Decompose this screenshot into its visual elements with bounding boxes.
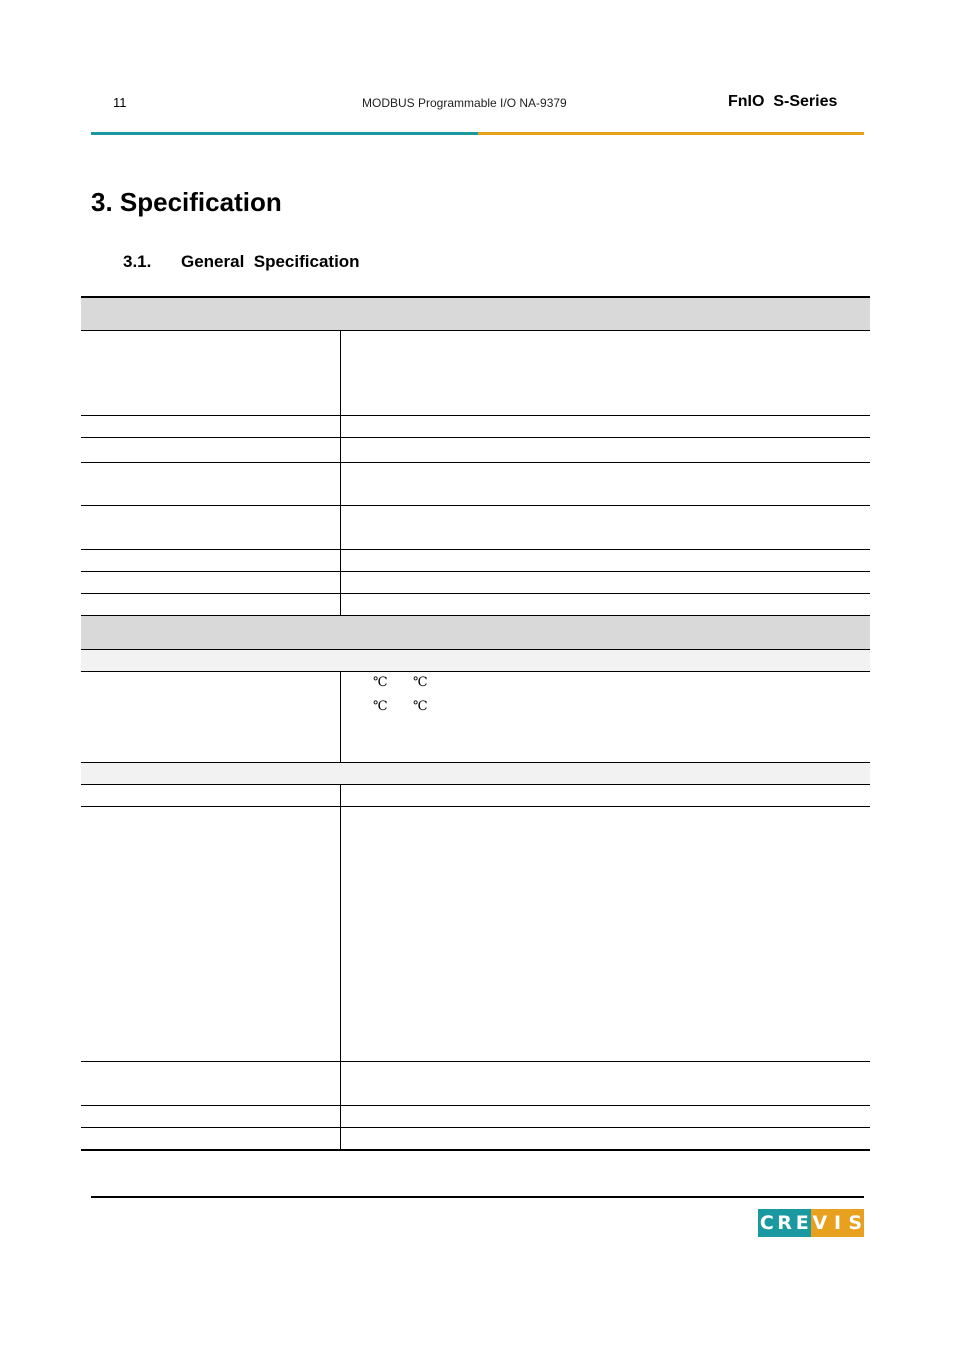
table-header-band [81, 297, 870, 330]
table-subheader-band [81, 650, 870, 671]
subsection-heading: General Specification [181, 252, 360, 271]
table-row [81, 784, 870, 785]
logo-letter: C [758, 1209, 776, 1237]
table-row [81, 505, 870, 506]
table-row [81, 549, 870, 550]
table-row [81, 806, 870, 807]
column-divider [340, 671, 341, 763]
logo-letter: S [846, 1209, 864, 1237]
table-header-band [81, 616, 870, 649]
table-row [81, 649, 870, 650]
table-rule [81, 296, 870, 298]
table-row [81, 437, 870, 438]
document-title: MODBUS Programmable I/O NA-9379 [362, 96, 567, 110]
crevis-logo [758, 1209, 864, 1237]
table-row [81, 593, 870, 594]
table-row [81, 615, 870, 616]
celsius-mark: ℃ [413, 699, 428, 714]
table-rule [81, 1149, 870, 1151]
section-heading: 3. Specification [91, 187, 282, 217]
table-row [81, 1127, 870, 1128]
celsius-mark: ℃ [413, 675, 428, 690]
celsius-mark: ℃ [373, 675, 388, 690]
column-divider [340, 330, 341, 616]
footer-rule [91, 1196, 864, 1198]
logo-letter: E [793, 1209, 811, 1237]
series-label: FnIO S-Series [728, 93, 838, 110]
column-divider [340, 784, 341, 1150]
logo-letter: I [829, 1209, 847, 1237]
table-rule [81, 330, 870, 331]
table-row [81, 762, 870, 763]
logo-letter: V [811, 1209, 829, 1237]
celsius-mark: ℃ [373, 699, 388, 714]
table-row [81, 671, 870, 672]
table-row [81, 462, 870, 463]
spec-table [81, 296, 870, 1152]
subsection-number: 3.1. [123, 252, 152, 271]
table-row [81, 571, 870, 572]
table-row [81, 415, 870, 416]
header-rule-orange [478, 132, 864, 135]
table-row [81, 1105, 870, 1106]
page-number: 11 [113, 95, 127, 110]
table-subheader-band [81, 763, 870, 784]
logo-letter: R [776, 1209, 794, 1237]
header-rule-teal [91, 132, 478, 135]
table-row [81, 1061, 870, 1062]
